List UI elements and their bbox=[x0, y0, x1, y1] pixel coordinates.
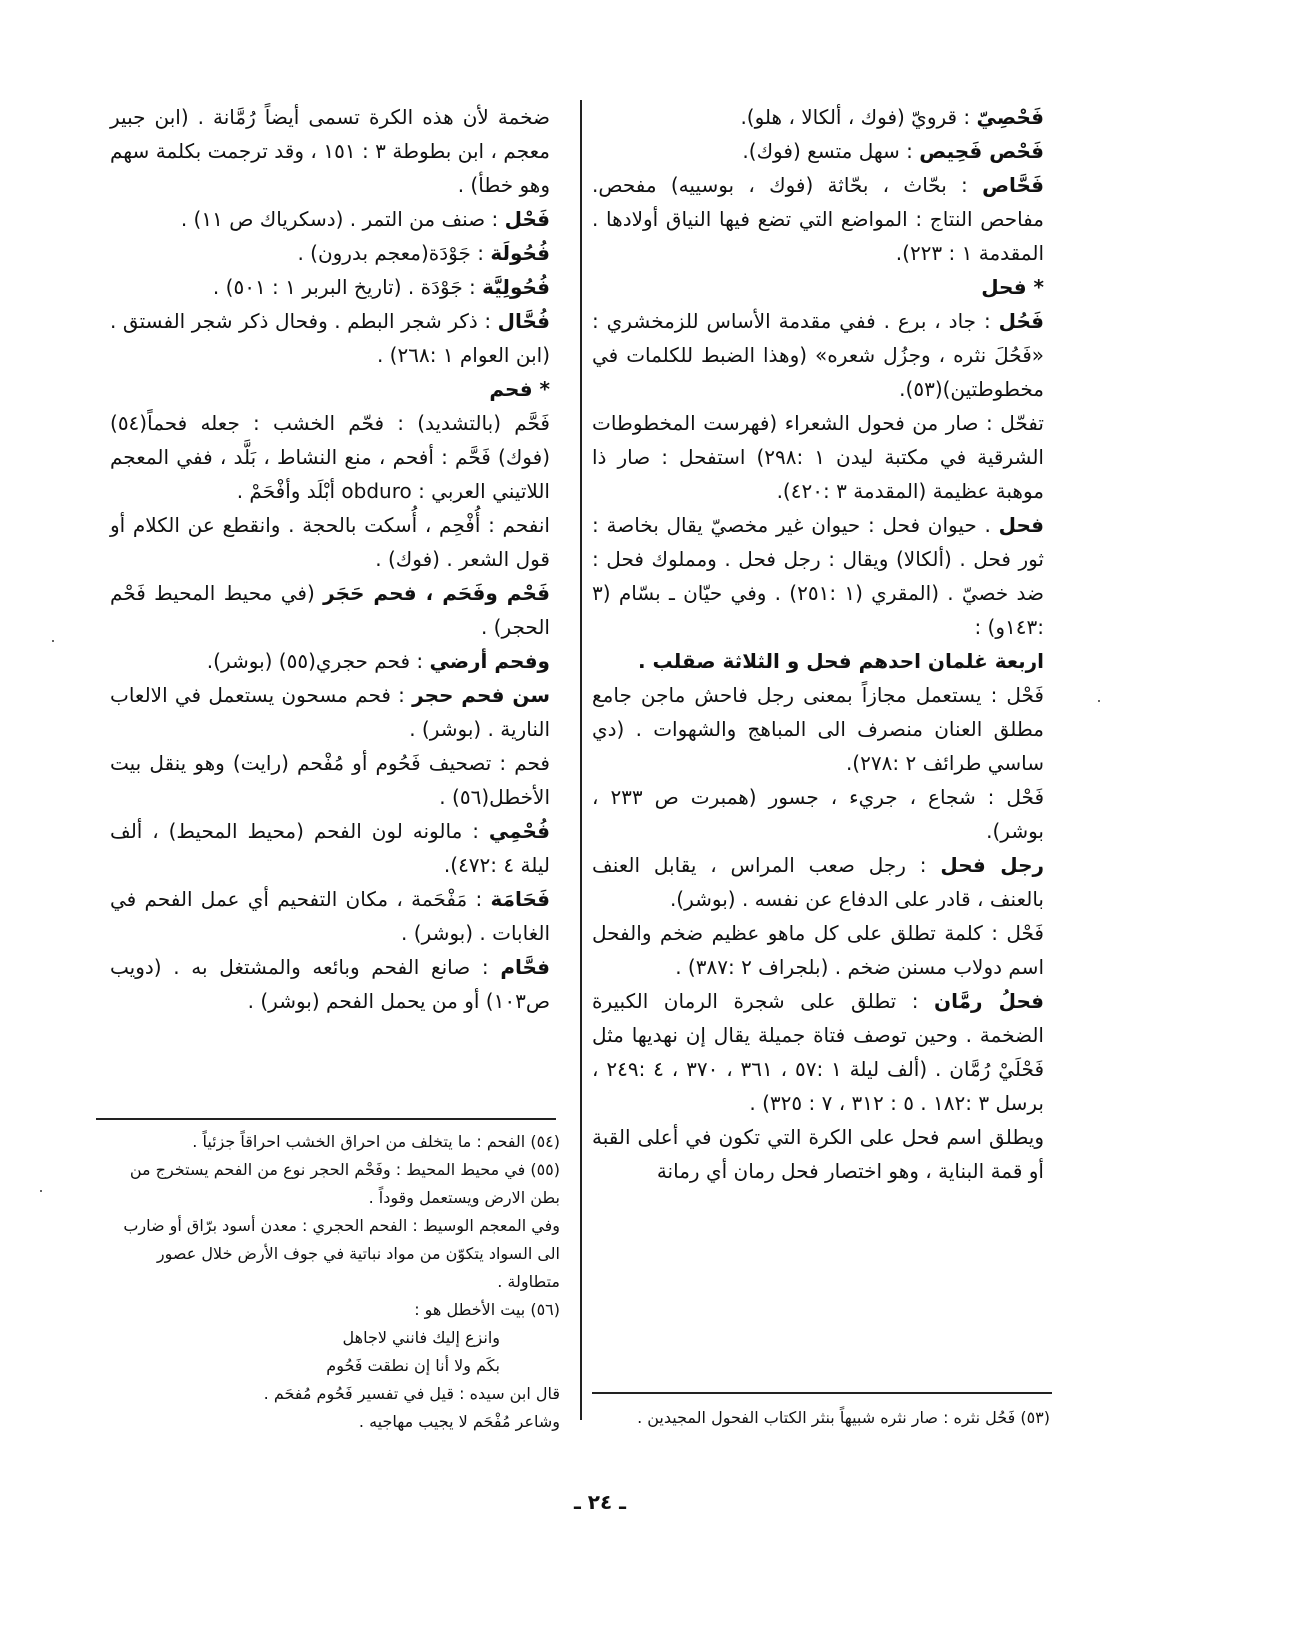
dictionary-entry bbox=[592, 406, 1044, 508]
footnote-line: وانزع إليك فانني لاجاهل bbox=[342, 1328, 500, 1347]
entry-text: فَحْل : شجاع ، جريء ، جسور (همبرت ص ٢٣٣ ، بوشر). bbox=[592, 785, 1045, 843]
entry-text: * فحل bbox=[981, 275, 1044, 299]
dictionary-entry bbox=[592, 100, 1044, 134]
footnote-line: (٥٣) فَحُل نثره : صار نثره شبيهاً بنثر الكتاب الفحول المجيدين . bbox=[637, 1408, 1050, 1427]
entry-text: : بحّاث ، بحّاثة (فوك ، بوسييه) مفحص. مفاحص النتاج : المواضع التي تضع فيها النياق أولادها . المقدمة ١ : ٢٢٣). bbox=[592, 173, 1044, 265]
dictionary-entry bbox=[110, 814, 550, 882]
entry-text: . حيوان فحل : حيوان غير مخصيّ يقال بخاصة : ثور فحل . (ألكالا) ويقال : رجل فحل . ومملوك فحل : ضد خصيّ . (المقري (١ :٢٥١) . وفي حيّان ـ بسّام (٣ :١٤٣و) : bbox=[592, 513, 1044, 639]
dictionary-entry bbox=[592, 134, 1044, 168]
dictionary-entry bbox=[110, 270, 550, 304]
entry-text: : رجل صعب المراس ، يقابل العنف بالعنف ، قادر على الدفاع عن نفسه . (بوشر). bbox=[592, 853, 1044, 911]
entry-headword: فَحْصِيّ bbox=[976, 105, 1044, 129]
entry-text: اربعة غلمان احدهم فحل و الثلاثة صقلب . bbox=[637, 649, 1044, 673]
entry-text: : صانع الفحم وبائعه والمشتغل به . (دويب ص١٠٣) أو من يحمل الفحم (بوشر) . bbox=[110, 955, 550, 1013]
footnote-rule-left bbox=[96, 1118, 556, 1120]
entry-headword: وفحم أرضي bbox=[429, 649, 550, 673]
section-heading bbox=[110, 372, 550, 406]
entry-headword: فُحَّال bbox=[497, 309, 551, 333]
entry-text: : فحم حجري(٥٥) (بوشر). bbox=[206, 649, 424, 673]
entry-text: : صنف من التمر . (دسكرياك ص ١١) . bbox=[180, 207, 499, 231]
entry-text: تفحّل : صار من فحول الشعراء (فهرست المخطوطات الشرقية في مكتبة ليدن ١ :٢٩٨) استفحل : صار ذا موهبة عظيمة (المقدمة ٣ :٤٢٠). bbox=[592, 411, 1044, 503]
entry-text: : جاد ، برع . ففي مقدمة الأساس للزمخشري : «فَحُلَ نثره ، وجزُل شعره» (وهذا الضبط للكلمات في مخطوطتين)(٥٣). bbox=[592, 309, 1044, 401]
entry-text: فحم : تصحيف فَحُوم أو مُفْحم (رايت) وهو ينقل بيت الأخطل(٥٦) . bbox=[110, 751, 550, 809]
entry-text: : قرويّ (فوك ، ألكالا ، هلو). bbox=[740, 105, 971, 129]
entry-text: : مَفْحَمة ، مكان التفحيم أي عمل الفحم في الغابات . (بوشر) . bbox=[110, 887, 550, 945]
dictionary-entry bbox=[110, 100, 550, 202]
dictionary-entry bbox=[110, 882, 550, 950]
margin-speck bbox=[52, 640, 54, 642]
entry-headword: فَحُل bbox=[998, 309, 1044, 333]
footnotes-left bbox=[110, 1128, 560, 1436]
dictionary-entry bbox=[110, 202, 550, 236]
footnotes-right bbox=[600, 1404, 1050, 1432]
dictionary-entry bbox=[592, 780, 1044, 848]
entry-headword: فَحْص فَحِيص bbox=[919, 139, 1044, 163]
dictionary-entry bbox=[110, 746, 550, 814]
entry-headword: فُحْمِي bbox=[488, 819, 551, 843]
entry-text: : مالونه لون الفحم (محيط المحيط) ، ألف ليلة ٤ :٤٧٢). bbox=[110, 819, 550, 877]
dictionary-entry bbox=[110, 576, 550, 644]
entry-headword: فَحْل bbox=[504, 207, 550, 231]
right-column bbox=[592, 100, 1044, 1188]
footnote-line: (٥٥) في محيط المحيط : وفَحْم الحجر نوع من الفحم يستخرج من بطن الارض ويستعمل وقوداً . bbox=[129, 1160, 560, 1207]
dictionary-entry bbox=[592, 168, 1044, 270]
dictionary-entry bbox=[110, 304, 550, 372]
entry-text: فَحْل : كلمة تطلق على كل ماهو عظيم ضخم والفحل اسم دولاب مسنن ضخم . (بلجراف ٢ :٣٨٧) . bbox=[592, 921, 1044, 979]
entry-text: * فحم bbox=[489, 377, 550, 401]
entry-headword: فحل bbox=[998, 513, 1044, 537]
dictionary-entry bbox=[592, 644, 1044, 678]
dictionary-entry bbox=[110, 406, 550, 508]
footnote-line: (٥٤) الفحم : ما يتخلف من احراق الخشب احراقاً جزئياً . bbox=[192, 1132, 560, 1151]
dictionary-entry bbox=[110, 644, 550, 678]
entry-headword: سن فحم حجر bbox=[412, 683, 550, 707]
entry-headword: فَحْم وفَحَم ، فحم حَجَر bbox=[323, 581, 551, 605]
entry-text: : جَوْدَة . (تاريخ البربر ١ : ٥٠١) . bbox=[212, 275, 476, 299]
entry-text: : سهل متسع (فوك). bbox=[742, 139, 913, 163]
left-column bbox=[110, 100, 550, 1018]
entry-text: : جَوْدَة(معجم بدرون) . bbox=[297, 241, 484, 265]
entry-text: فَحَّم (بالتشديد) : فحّم الخشب : جعله فحماً(٥٤) (فوك) فَحَّم : أفحم ، منع النشاط ، بَلَّد ، ففي المعجم اللاتيني العربي : obduro أبْلَد وأفْحَمْ . bbox=[110, 411, 550, 503]
dictionary-entry bbox=[592, 678, 1044, 780]
entry-headword: فُحُولِيَّة bbox=[482, 275, 550, 299]
dictionary-entry bbox=[592, 848, 1044, 916]
entry-headword: فَحَامَة bbox=[490, 887, 551, 911]
dictionary-entry bbox=[110, 508, 550, 576]
section-heading bbox=[592, 270, 1044, 304]
footnote-line: قال ابن سيده : قيل في تفسير فَحُوم مُفحَم . bbox=[263, 1384, 560, 1403]
footnote-line: (٥٦) بيت الأخطل هو : bbox=[414, 1300, 560, 1319]
dictionary-entry bbox=[592, 984, 1044, 1120]
dictionary-entry bbox=[592, 1120, 1044, 1188]
dictionary-entry bbox=[592, 508, 1044, 644]
entry-headword: فَحَّاص bbox=[982, 173, 1044, 197]
dictionary-entry bbox=[110, 678, 550, 746]
entry-text: : تطلق على شجرة الرمان الكبيرة الضخمة . وحين توصف فتاة جميلة يقال إن نهديها مثل فَحْلَيْ رُمَّان . (ألف ليلة ١ :٥٧ ، ٣٦١ ، ٣٧٠ ، ٤ :٢٤٩ ، برسل ٣ :١٨٢ . ٥ : ٣١٢ ، ٧ : ٣٢٥) . bbox=[592, 989, 1045, 1115]
entry-headword: فحَّام bbox=[500, 955, 550, 979]
dictionary-entry bbox=[110, 236, 550, 270]
dictionary-entry bbox=[592, 304, 1044, 406]
dictionary-entry bbox=[592, 916, 1044, 984]
entry-text: : فحم مسحون يستعمل في الالعاب النارية . (بوشر) . bbox=[110, 683, 550, 741]
entry-headword: رجل فحل bbox=[940, 853, 1044, 877]
entry-text: ضخمة لأن هذه الكرة تسمى أيضاً رُمَّانة . (ابن جبير معجم ، ابن بطوطة ٣ : ١٥١ ، وقد ترجمت بكلمة سهم وهو خطأ) . bbox=[110, 105, 550, 197]
footnote-line: وشاعر مُفْحَم لا يجيب مهاجيه . bbox=[358, 1412, 560, 1431]
entry-text: فَحْل : يستعمل مجازاً بمعنى رجل فاحش ماجن جامع مطلق العنان منصرف الى المباهج والشهوات . (دي ساسي طرائف ٢ :٢٧٨). bbox=[592, 683, 1044, 775]
footnote-line: وفي المعجم الوسيط : الفحم الحجري : معدن أسود برّاق أو ضارب الى السواد يتكوّن من مواد نباتية في جوف الأرض خلال عصور متطاولة . bbox=[123, 1216, 560, 1291]
footnote-rule-right bbox=[592, 1392, 1052, 1394]
entry-text: : ذكر شجر البطم . وفحال ذكر شجر الفستق . (ابن العوام ١ :٢٦٨) . bbox=[110, 309, 550, 367]
entry-text: ويطلق اسم فحل على الكرة التي تكون في أعلى القبة أو قمة البناية ، وهو اختصار فحل رمان أي رمانة bbox=[592, 1125, 1044, 1183]
page-number: ـ ٢٤ ـ bbox=[573, 1490, 627, 1514]
margin-speck bbox=[1098, 700, 1100, 702]
column-divider bbox=[580, 100, 582, 1420]
entry-text: انفحم : أُفْحِم ، أُسكت بالحجة . وانقطع عن الكلام أو قول الشعر . (فوك) . bbox=[110, 513, 550, 571]
dictionary-entry bbox=[110, 950, 550, 1018]
footnote-line: بكَم ولا أنا إن نطقت فَحُوم bbox=[326, 1356, 500, 1375]
entry-headword: فحلُ رمَّان bbox=[934, 989, 1044, 1013]
margin-speck bbox=[40, 1190, 42, 1192]
entry-headword: فُحُولَة bbox=[490, 241, 550, 265]
entry-text: (في محيط المحيط فَحْم الحجر) . bbox=[110, 581, 550, 639]
